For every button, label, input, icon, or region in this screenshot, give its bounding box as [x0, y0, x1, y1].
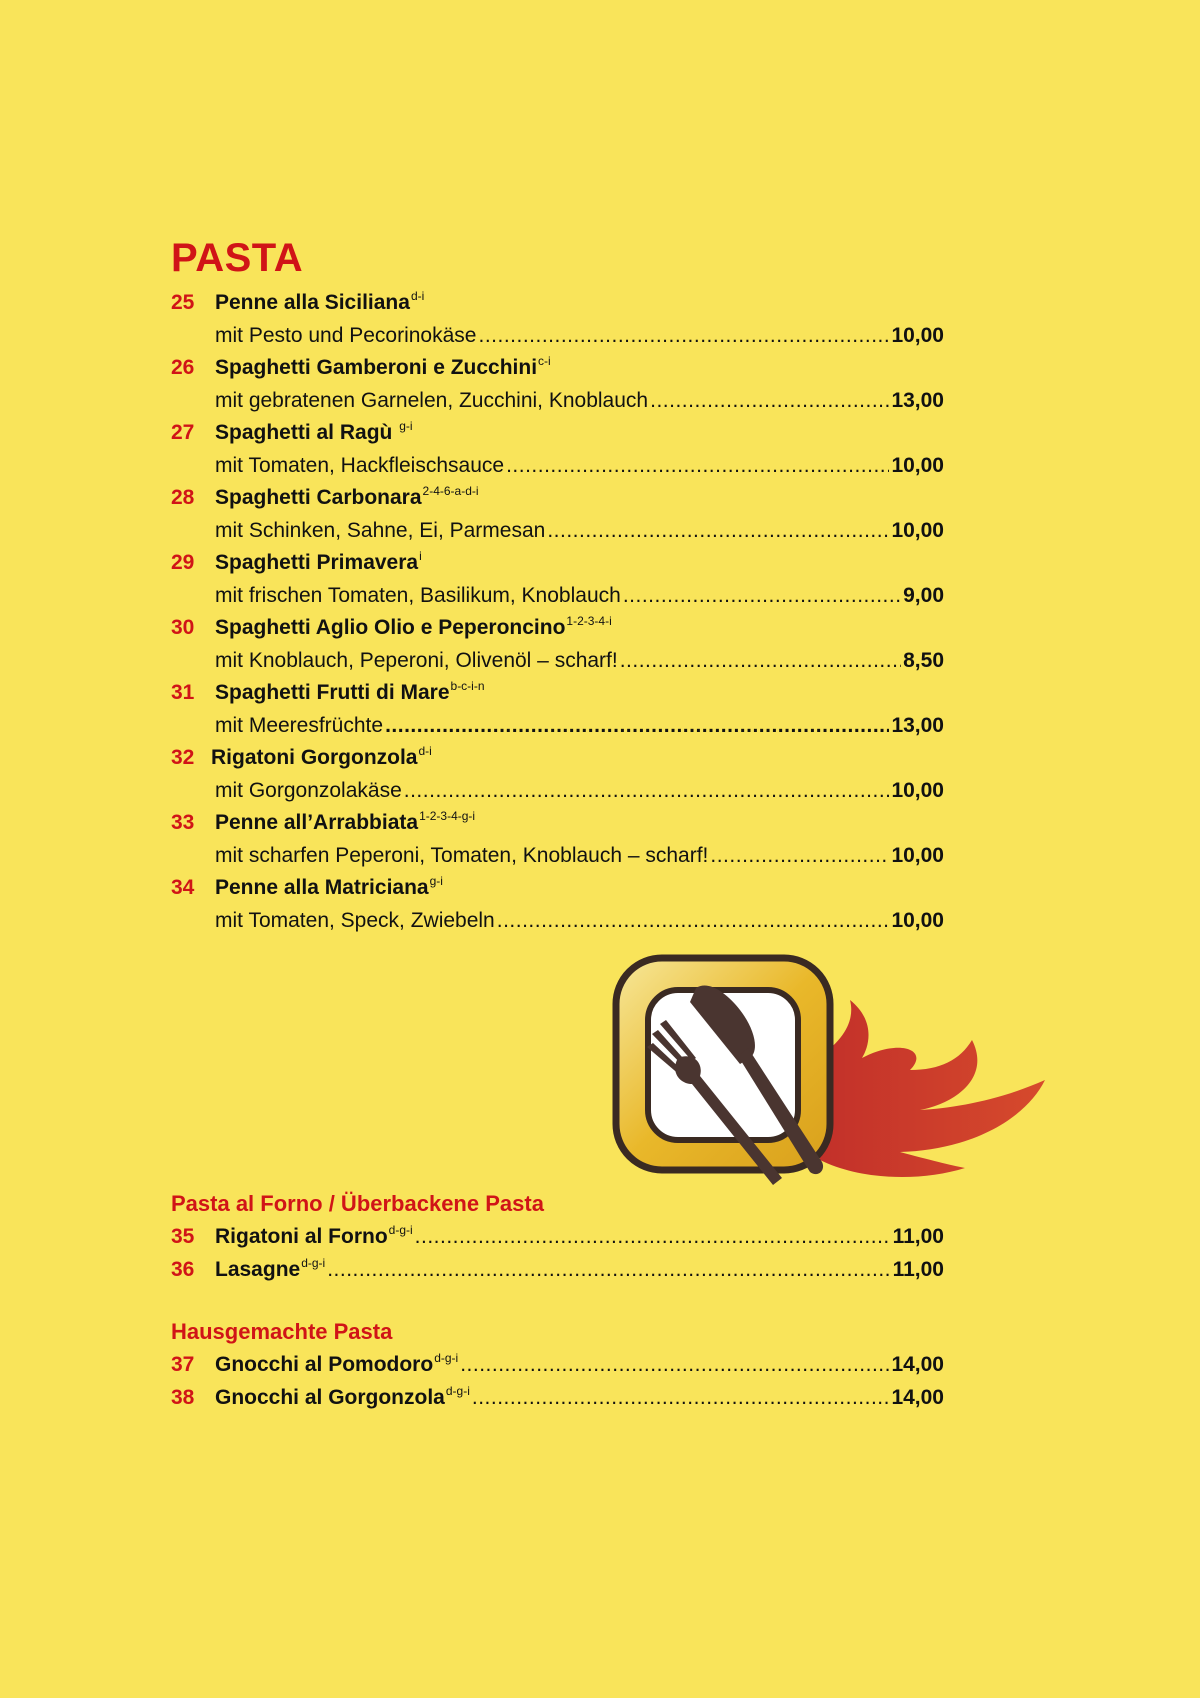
item-name: Rigatoni Gorgonzola$^{d-i}$	[211, 744, 432, 769]
menu-item-desc-row	[171, 385, 944, 418]
menu-item-name-row	[171, 872, 944, 905]
menu-item-name-row	[171, 417, 944, 450]
menu-item-desc-row	[171, 320, 944, 353]
item-description: mit Meeresfrüchte	[215, 713, 384, 737]
item-price: 10,00	[891, 843, 944, 867]
allergen-codes: d-i	[410, 289, 425, 303]
item-description: mit gebratenen Garnelen, Zucchini, Knoblauch	[215, 388, 649, 412]
item-price: 13,00	[891, 388, 944, 412]
item-description: mit Tomaten, Speck, Zwiebeln	[215, 908, 495, 932]
item-number: 26	[171, 356, 195, 379]
menu-item-name-row	[171, 547, 944, 580]
item-price: 11,00	[892, 1225, 944, 1248]
dot-leader	[497, 905, 890, 938]
item-name: Rigatoni al Forno$^{d-g-i}$	[215, 1223, 413, 1248]
item-name: Penne alla Siciliana$^{d-i}$	[215, 289, 425, 314]
item-description: mit scharfen Peperoni, Tomaten, Knoblauch – scharf!	[215, 843, 709, 867]
item-description: mit frischen Tomaten, Basilikum, Knoblauch	[215, 583, 621, 607]
item-price: 14,00	[891, 1353, 944, 1376]
menu-item-desc-row	[171, 580, 944, 613]
menu-item-desc-row	[171, 645, 944, 678]
dot-leader	[620, 645, 901, 678]
section-title: Hausgemachte Pasta	[171, 1319, 393, 1344]
item-name: Gnocchi al Pomodoro$^{d-g-i}$	[215, 1351, 459, 1376]
menu-item-name-row	[171, 677, 944, 710]
item-number: 29	[171, 551, 195, 574]
menu-item-row	[171, 1254, 944, 1287]
menu-item-row	[171, 1382, 944, 1415]
menu-item-desc-row	[171, 450, 944, 483]
dot-leader	[415, 1221, 891, 1254]
item-name: Penne all’Arrabbiata$^{1-2-3-4-g-i}$	[215, 809, 476, 834]
menu-item-name-row	[171, 742, 944, 775]
dot-leader	[404, 775, 890, 808]
item-number: 25	[171, 291, 195, 314]
allergen-codes: 2-4-6-a-d-i	[422, 484, 479, 498]
dot-leader	[472, 1382, 890, 1415]
item-price: 10,00	[891, 453, 944, 477]
item-number: 38	[171, 1385, 195, 1409]
allergen-codes: d-i	[418, 744, 432, 758]
item-number: 31	[171, 681, 195, 704]
dot-leader	[710, 840, 889, 873]
item-price: 13,00	[891, 713, 944, 737]
item-number: 34	[171, 876, 195, 899]
menu-item-desc-row	[171, 515, 944, 548]
menu-item-name-row	[171, 352, 944, 385]
pasta-list	[171, 287, 944, 937]
item-name: Spaghetti Aglio Olio e Peperoncino$^{1-2-3-4-i}$	[215, 614, 612, 639]
dot-leader	[506, 450, 889, 483]
allergen-codes: b-c-i-n	[450, 679, 485, 693]
item-number: 30	[171, 616, 195, 639]
item-description: mit Pesto und Pecorinokäse	[215, 323, 477, 347]
item-name: Gnocchi al Gorgonzola$^{d-g-i}$	[215, 1383, 470, 1409]
item-name: Spaghetti Gamberoni e Zucchini$^{c-i}$	[215, 354, 551, 379]
dot-leader	[460, 1349, 889, 1382]
item-description: mit Knoblauch, Peperoni, Olivenöl – scharf!	[215, 648, 618, 672]
item-number: 33	[171, 811, 195, 834]
item-name: Spaghetti al Ragù $^{g-i}$	[215, 419, 413, 444]
dot-leader	[650, 385, 889, 418]
section-title: Pasta al Forno / Überbackene Pasta	[171, 1191, 544, 1216]
allergen-codes: d-g-i	[434, 1351, 459, 1365]
menu-item-row	[171, 1349, 944, 1382]
item-description: mit Tomaten, Hackfleischsauce	[215, 453, 505, 477]
item-number: 27	[171, 421, 195, 444]
item-description: mit Gorgonzolakäse	[215, 778, 402, 802]
item-number: 28	[171, 486, 195, 509]
allergen-codes: c-i	[538, 354, 551, 368]
item-price: 8,50	[903, 648, 944, 672]
item-price: 11,00	[892, 1257, 944, 1281]
allergen-codes: g-i	[399, 419, 413, 433]
menu-item-name-row	[171, 612, 944, 645]
hausgemacht-section	[171, 1315, 944, 1414]
menu-item-name-row	[171, 807, 944, 840]
item-name: Lasagne$^{d-g-i}$	[215, 1255, 326, 1281]
item-price: 14,00	[891, 1385, 944, 1409]
flame-shape	[815, 1000, 1045, 1177]
menu-item-desc-row	[171, 710, 944, 743]
menu-item-desc-row	[171, 775, 944, 808]
item-number: 35	[171, 1225, 195, 1248]
item-name: Penne alla Matriciana$^{g-i}$	[215, 874, 443, 899]
dot-leader	[478, 320, 889, 353]
item-description: mit Schinken, Sahne, Ei, Parmesan	[215, 518, 546, 542]
allergen-codes: d-g-i	[445, 1383, 470, 1398]
item-price: 10,00	[891, 323, 944, 347]
allergen-codes: d-g-i	[388, 1223, 413, 1237]
menu-item-desc-row	[171, 905, 944, 938]
item-name: Spaghetti Primavera$^i$	[215, 549, 422, 574]
forno-section	[171, 1187, 944, 1286]
item-price: 9,00	[903, 583, 944, 607]
menu-item-row	[171, 1221, 944, 1254]
dot-leader	[385, 710, 889, 743]
menu-item-desc-row	[171, 840, 944, 873]
dot-leader	[327, 1254, 890, 1287]
item-name: Spaghetti Frutti di Mare$^{b-c-i-n}$	[215, 679, 485, 704]
item-price: 10,00	[891, 908, 944, 932]
allergen-codes: 1-2-3-4-g-i	[419, 809, 476, 823]
item-name: Spaghetti Carbonara$^{2-4-6-a-d-i}$	[215, 484, 479, 509]
allergen-codes: g-i	[429, 874, 443, 888]
item-number: 32	[171, 746, 195, 769]
fork-knife-flame-icon	[600, 940, 1060, 1220]
item-price: 10,00	[891, 778, 944, 802]
allergen-codes: 1-2-3-4-i	[566, 614, 612, 628]
menu-item-name-row	[171, 287, 944, 320]
allergen-codes: d-g-i	[301, 1255, 326, 1270]
page-title: PASTA	[171, 236, 304, 280]
menu-item-name-row	[171, 482, 944, 515]
allergen-codes: i	[419, 549, 422, 563]
item-number: 36	[171, 1257, 195, 1281]
dot-leader	[547, 515, 889, 548]
item-number: 37	[171, 1353, 195, 1376]
dot-leader	[623, 580, 901, 613]
item-price: 10,00	[891, 518, 944, 542]
